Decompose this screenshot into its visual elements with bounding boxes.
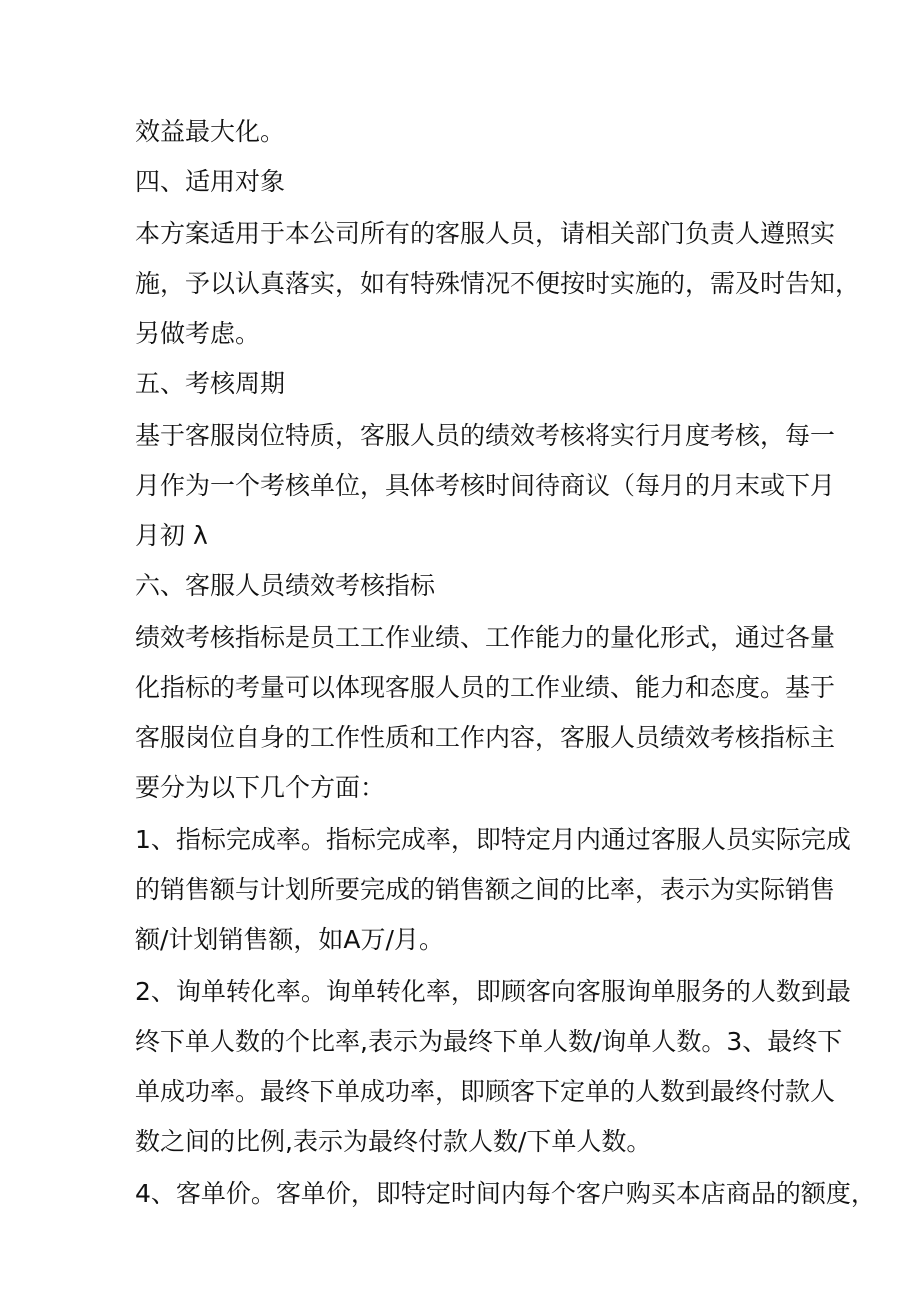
text-line: 单成功率。最终下单成功率，即顾客下定单的人数到最终付款人 — [135, 1077, 836, 1106]
document-body — [135, 108, 876, 1217]
section-heading-scope: 四、适用对象 — [135, 167, 286, 196]
text-line: 的销售额与计划所要完成的销售额之间的比率，表示为实际销售 — [135, 875, 836, 904]
text-line: 月作为一个考核单位，具体考核时间待商议（每月的月末或下月 — [135, 471, 836, 500]
text-line: 施，予以认真落实，如有特殊情况不便按时实施的，需及时告知， — [135, 269, 861, 298]
text-line: 客服岗位自身的工作性质和工作内容，客服人员绩效考核指标主 — [135, 723, 836, 752]
section-heading-cycle: 五、考核周期 — [135, 369, 286, 398]
text-line: 4、客单价。客单价，即特定时间内每个客户购买本店商品的额度， — [135, 1179, 876, 1208]
text-line: 数之间的比例,表示为最终付款人数/下单人数。 — [135, 1127, 652, 1156]
text-line: 基于客服岗位特质，客服人员的绩效考核将实行月度考核，每一 — [135, 421, 836, 450]
text-line: 1、指标完成率。指标完成率，即特定月内通过客服人员实际完成 — [135, 825, 851, 854]
text-line: 另做考虑。 — [135, 319, 261, 348]
text-line: 效益最大化。 — [135, 117, 286, 146]
text-line: 月初 λ — [135, 521, 208, 550]
text-line: 化指标的考量可以体现客服人员的工作业绩、能力和态度。基于 — [135, 673, 836, 702]
text-line: 绩效考核指标是员工工作业绩、工作能力的量化形式，通过各量 — [135, 623, 836, 652]
text-line: 2、询单转化率。询单转化率，即顾客向客服询单服务的人数到最 — [135, 977, 851, 1006]
text-line: 额/计划销售额，如A万/月。 — [135, 925, 444, 954]
text-line: 本方案适用于本公司所有的客服人员，请相关部门负责人遵照实 — [135, 219, 836, 248]
text-line: 终下单人数的个比率,表示为最终下单人数/询单人数。3、最终下 — [135, 1027, 843, 1056]
section-heading-indicators: 六、客服人员绩效考核指标 — [135, 571, 436, 600]
text-line: 要分为以下几个方面： — [135, 773, 386, 802]
